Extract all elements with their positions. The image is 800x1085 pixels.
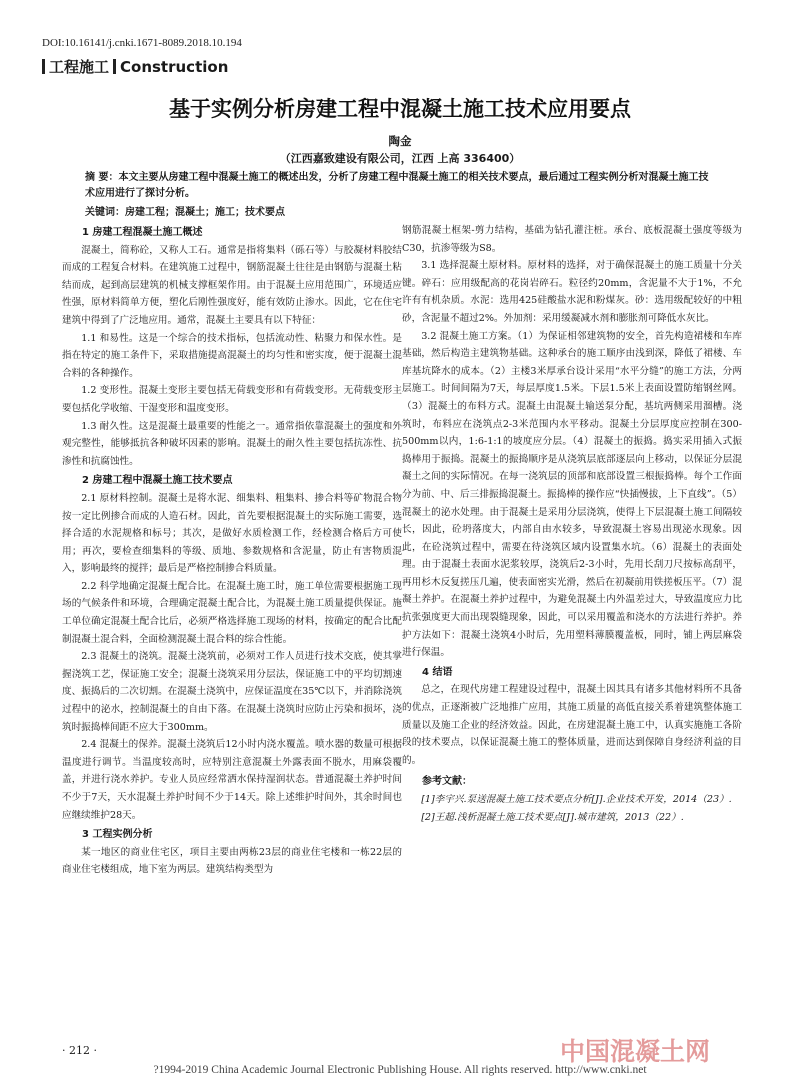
abstract: 摘 要：本文主要从房建工程中混凝土施工的概述出发，分析了房建工程中混凝土施工的相关技术要点，最后通过工程实例分析对混凝土施工技术应用进行了探讨分析。 xyxy=(85,172,709,199)
affiliation: （江西嘉致建设有限公司，江西 上高 336400） xyxy=(279,152,521,165)
paragraph: 3.1 选择混凝土原材料。原材料的选择，对于确保混凝土的施工质量十分关键。碎石：应用级配高的花岗岩碎石。粒径约20mm，含泥量不大于1%，不允许有有机杂质。水泥：选用425硅酸盐水泥和粉煤灰。砂：选用级配较好的中粗砂，含泥量不超过2%。外加剂：采用缓凝减水剂和膨胀剂可降低水灰比。 xyxy=(402,260,742,324)
section-bar-icon xyxy=(42,59,45,74)
author: 陶金 xyxy=(388,134,412,148)
references-heading: 参考文献： xyxy=(422,776,472,788)
heading-1: 1 房建工程混凝土施工概述 xyxy=(82,227,203,238)
paragraph: 3.2 混凝土施工方案。（1）为保证相邻建筑物的安全，首先构造裙楼和车库基础，然后构造主建筑物基础。这种承台的施工顺序由浅到深，降低了裙楼、车库基坑降水的成本。（2）主楼3米厚承台设计采用“水平分缝”的施工方法，分两层施工。时间间隔为7天，每层厚度1.5米。下层1.5米上表面设置防缩钢丝网。（3）混凝土的布料方式。混凝土由混凝土输送泵分配，基坑两侧采用溜槽。浇筑时，布料应在浇筑点2-3米范围内水平移动。混凝土分层厚度应控制在300-500mm以内，1:6-1:1的坡度应分层。（4）混凝土的振捣。捣实采用插入式振捣棒用于振捣。混凝土的振捣顺序是从浇筑层底部逐层向上移动，以保证分层混凝土之间的实际情况。在每一浇筑层的顶部和底部设置三根振捣棒。每个工作面分为前、中、后三排振捣混凝土。振捣棒的操作应“快插慢拔，上下直线”。（5）混凝土的泌水处理。由于混凝土是采用分层浇筑，使得上下层混凝土施工间隔较长，因此，砼坍落度大，内部自由水较多，导致混凝土容易出现泌水现象。因此，在砼浇筑过程中，需要在待浇筑区域内设置集水坑。（6）混凝土的表面处理。由于混凝土表面水泥浆较厚，浇筑后2-3小时，先用长刮刀尺按标高刮平，再用杉木反复搓压几遍，使表面密实光滑，然后在初凝前用铁搓板压平。（7）混凝土养护。在混凝土养护过程中，为避免混凝土内外温差过大，导致温度应力比抗张强度更大而出现裂缝现象，因此，可以采用覆盖和浇水的方法进行养护。养护方法如下：混凝土浇筑4小时后，先用塑料薄膜覆盖板，同时，铺上两层麻袋进行保温。 xyxy=(402,330,742,659)
paragraph: 钢筋混凝土框架-剪力结构，基础为钻孔灌注桩。承台、底板混凝土强度等级为C30，抗渗等级为S8。 xyxy=(402,225,742,254)
reference-item: [2]王超.浅析混凝土施工技术要点[J].城市建筑，2013（22）. xyxy=(421,811,684,823)
left-column xyxy=(62,222,402,879)
paragraph: 2.4 混凝土的保养。混凝土浇筑后12小时内浇水覆盖。喷水器的数量可根据温度进行调节。当温度较高时，应特别注意混凝土外露表面不脱水，用麻袋覆盖，并进行浇水养护。专业人员应经常洒水保持湿润状态。普通混凝土养护时间不少于7天，天水混凝土养护时间不少于14天。除上述维护时间外，其余时间也应继续维护28天。 xyxy=(62,739,402,821)
copyright-footer: ?1994-2019 China Academic Journal Electronic Publishing House. All rights reserved. http://www.cnki.net xyxy=(153,1064,647,1076)
keywords: 关键词：房建工程；混凝土；施工；技术要点 xyxy=(85,207,285,218)
heading-2: 2 房建工程中混凝土施工技术要点 xyxy=(82,475,233,487)
paragraph: 2.3 混凝土的浇筑。混凝土浇筑前，必须对工作人员进行技术交底，使其掌握浇筑工艺，保证施工安全；混凝土浇筑采用分层法，保证施工中的平均切割速度、振捣后的二次切割。在混凝土浇筑中，应保证温度在35℃以下，并消除浇筑过程中的泌水，控制混凝土的自由下落。在混凝土浇筑时应防止污染和损坏，浇筑时振捣棒间距不应大于300mm。 xyxy=(62,651,402,733)
heading-4: 4 结语 xyxy=(422,666,453,678)
paragraph: 1.1 和易性。这是一个综合的技术指标，包括流动性、粘聚力和保水性。是指在特定的施工条件下，采取措施提高混凝土的均匀性和密实度，便于混凝土混合料的各种操作。 xyxy=(62,332,402,379)
section-header xyxy=(42,56,228,77)
page-number: · 212 · xyxy=(62,1044,97,1057)
section-divider-icon xyxy=(113,59,116,74)
doi-line: DOI:10.16141/j.cnki.1671-8089.2018.10.194 xyxy=(42,37,242,49)
section-cn: 工程施工 xyxy=(49,58,110,76)
paragraph: 某一地区的商业住宅区，项目主要由两栋23层的商业住宅楼和一栋22层的商业住宅楼组成，地下室为两层。建筑结构类型为 xyxy=(62,846,402,876)
heading-3: 3 工程实例分析 xyxy=(82,829,153,841)
section-en: Construction xyxy=(120,57,229,76)
paragraph: 1.2 变形性。混凝土变形主要包括无荷载变形和有荷载变形。无荷载变形主要包括化学收缩、干湿变形和温度变形。 xyxy=(62,385,402,414)
paragraph: 1.3 耐久性。这是混凝土最重要的性能之一。通常指依靠混凝土的强度和外观完整性，能够抵抗各种破坏因素的影响。混凝土的耐久性主要包括抗冻性、抗渗性和抗腐蚀性。 xyxy=(62,420,402,467)
paragraph: 2.1 原材料控制。混凝土是将水泥、细集料、粗集料、掺合料等矿物混合物按一定比例掺合而成的人造石材。因此，首先要根据混凝土的实际施工需要，选择合适的水泥规格和标号；其次，是做好水质检测工作，经检测合格后方可使用；再次，要检查细集料的等级、质地、参数规格和含泥量，防止有害物质混入，影响最终的搅拌；最后是严格控制掺合料质量。 xyxy=(62,492,402,575)
paragraph: 总之，在现代房建工程建设过程中，混凝土因其具有诸多其他材料所不具备的优点，正逐渐被广泛地推广应用，其施工质量的高低直接关系着建筑整体施工质量以及施工企业的经济效益。因此，在房建混凝土施工中，认真实施施工各阶段的技术要点，以保证混凝土施工的整体质量，进而达到保障自身经济利益的目的。 xyxy=(402,684,742,766)
reference-item: [1]李宇兴.泵送混凝土施工技术要点分析[J].企业技术开发，2014（23）. xyxy=(421,794,732,805)
watermark: 中国混凝土网 xyxy=(560,1037,711,1066)
paragraph: 混凝土，简称砼，又称人工石。通常是指将集料（砾石等）与胶凝材料胶结而成的工程复合材料。在建筑施工过程中，钢筋混凝土往往是由钢筋与混凝土粘结而成，起到高层建筑的机械支撑框架作用。由于混凝土应用范围广，环境适应性强，原材料简单方便，塑化后刚性强度好，能有效防止渗水。因此，它在住宅建筑中得到了广泛地应用。通常，混凝土主要具有以下特征： xyxy=(62,244,402,326)
right-column xyxy=(402,222,742,826)
paper-title: 基于实例分析房建工程中混凝土施工技术应用要点 xyxy=(169,97,631,121)
paragraph: 2.2 科学地确定混凝土配合比。在混凝土施工时，施工单位需要根据施工现场的气候条件和环境，合理确定混凝土配合比，为混凝土施工质量提供保证。施工单位确定混凝土配合比后，必须严格选择施工现场的材料，按确定的配合比配制混凝土混合料，全面检测混凝土混合料的综合性能。 xyxy=(62,580,402,645)
